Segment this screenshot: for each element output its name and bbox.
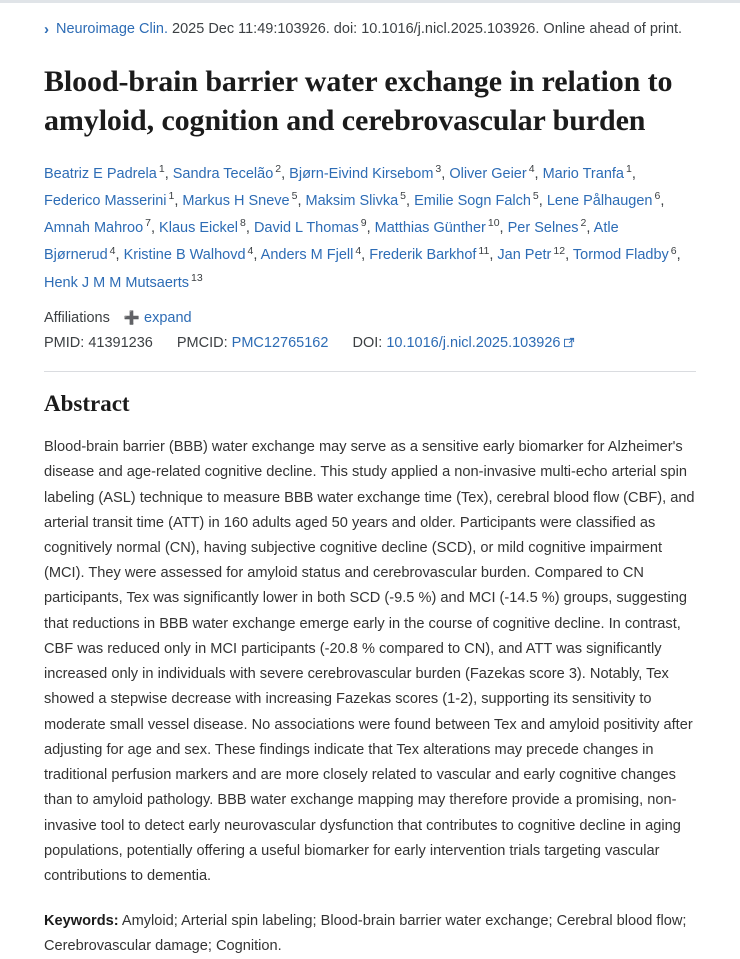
affiliations-row: [44, 310, 696, 326]
abstract-text: Blood-brain barrier (BBB) water exchange may serve as a sensitive early biomarker for Alzheimer's disease and age-related cognitive decline. This study applied a non-invasive multi-echo arterial spin labeling (ASL) technique to measure BBB water exchange time (Tex), cerebral blood flow (CBF), and arterial transit time (ATT) in 160 adults aged 50 years and older. Participants were classified as cognitively normal (CN), having subjective cognitive decline (SCD), or mild cognitive impairment (MCI). They were assessed for amyloid status and cerebrovascular burden. Compared to CN participants, Tex was significantly lower in both SCD (-9.5 %) and MCI (-14.5 %) groups, suggesting that reductions in BBB water exchange emerge early in the course of cognitive decline. In contrast, CBF was reduced only in MCI participants (-20.8 % compared to CN), and ATT was significantly increased only in individuals with severe cerebrovascular burden (Fazekas score 3). Notably, Tex showed a stepwise decrease with increasing Fazekas scores (1-2), supporting its sensitivity to moderate small vessel disease. No associations were found between Tex and amyloid positivity after adjusting for age and sex. These findings indicate that Tex alterations may precede changes in traditional perfusion markers and are more closely related to vascular and early cognitive changes than to amyloid pathology. BBB water exchange mapping may therefore provide a promising, non-invasive tool to detect early neurovascular dysfunction that contributes to cognitive decline in aging populations, potentially offering a useful biomarker for early intervention trials targeting vascular contributions to dementia.: [44, 439, 695, 885]
author-link[interactable]: Frederik Barkhof: [369, 247, 477, 264]
author-affiliation-marker: 4: [355, 244, 362, 257]
author-entry: [44, 271, 203, 291]
author-entry: Atle Bjørnerud $^4$,: [44, 220, 619, 264]
author-entry: Mario Tranfa $^1$,: [542, 163, 636, 182]
author-entry: Lene Pålhaugen $^6$,: [546, 190, 665, 210]
pmid-value: 41391236: [88, 335, 153, 352]
author-link[interactable]: Amnah Mahroo: [44, 220, 144, 237]
author-link[interactable]: Anders M Fjell: [260, 247, 354, 264]
author-affiliation-marker: 4: [528, 163, 535, 176]
author-entry: Beatriz E Padrela $^1$,: [44, 163, 173, 182]
author-affiliation-marker: 5: [291, 190, 298, 203]
author-affiliation-marker: 6: [670, 244, 677, 257]
author-link[interactable]: Klaus Eickel: [159, 220, 239, 237]
author-link[interactable]: Tormod Fladby: [572, 247, 669, 264]
author-entry: Sandra Tecelão $^2$,: [172, 163, 290, 182]
abstract-heading: Abstract: [44, 391, 130, 417]
author-affiliation-marker: 5: [532, 190, 539, 203]
author-entry: Klaus Eickel $^8$,: [159, 217, 254, 237]
doi-link[interactable]: 10.1016/j.nicl.2025.103926: [386, 335, 561, 352]
author-entry: Bjørn-Eivind Kirsebom $^3$,: [289, 163, 450, 182]
author-affiliation-marker: 9: [360, 217, 367, 230]
author-entry: Frederik Barkhof $^{11}$,: [369, 244, 498, 264]
author-affiliation-marker: 13: [191, 271, 203, 284]
journal-citation-details: 2025 Dec 11:49:103926. doi: 10.1016/j.nicl.2025.103926. Online ahead of print.: [172, 21, 683, 37]
author-affiliation-marker: 12: [553, 244, 566, 257]
author-link[interactable]: Henk J M M Mutsaerts: [44, 274, 190, 291]
author-affiliation-marker: 1: [626, 163, 632, 176]
keywords-row: [44, 909, 696, 959]
author-link[interactable]: Maksim Slivka: [305, 193, 399, 210]
author-affiliation-marker: 10: [487, 217, 500, 230]
journal-name-link[interactable]: Neuroimage Clin.: [56, 21, 169, 37]
author-link[interactable]: Per Selnes: [507, 220, 579, 237]
author-affiliation-marker: 3: [435, 163, 442, 176]
author-link[interactable]: Mario Tranfa: [542, 165, 624, 182]
author-link[interactable]: Sandra Tecelão: [172, 165, 274, 182]
author-link[interactable]: Kristine B Walhovd: [123, 247, 246, 264]
plus-icon: ➕: [123, 310, 141, 326]
keywords-label: Keywords:: [44, 913, 119, 930]
author-entry: Kristine B Walhovd $^4$,: [123, 244, 261, 264]
author-link[interactable]: Markus H Sneve: [182, 193, 290, 210]
pmcid-label: PMCID:: [176, 335, 228, 352]
author-affiliation-marker: 2: [275, 163, 282, 176]
page-title: Blood-brain barrier water exchange in relation to amyloid, cognition and cerebrovascular burden: [44, 65, 673, 138]
author-link[interactable]: Lene Pålhaugen: [546, 193, 653, 210]
chevron-right-icon[interactable]: ›: [44, 21, 49, 38]
author-link[interactable]: Federico Masserini: [44, 193, 167, 210]
expand-label: expand: [144, 310, 192, 327]
author-affiliation-marker: 5: [400, 190, 406, 203]
author-link[interactable]: Bjørn-Eivind Kirsebom: [289, 165, 434, 182]
author-entry: David L Thomas $^9$,: [253, 217, 375, 237]
pmid-label: PMID:: [44, 335, 85, 352]
author-entry: Oliver Geier $^4$,: [449, 163, 543, 182]
identifiers-row: [44, 335, 696, 351]
author-entry: Tormod Fladby $^6$,: [572, 244, 681, 264]
expand-affiliations-button[interactable]: [124, 310, 192, 326]
author-entry: Federico Masserini $^1$,: [44, 190, 183, 210]
author-entry: Amnah Mahroo $^7$,: [44, 217, 160, 237]
author-affiliation-marker: 4: [247, 244, 254, 257]
keywords-text: Amyloid; Arterial spin labeling; Blood-brain barrier water exchange; Cerebral blood flow; Cerebrovascular damage; Cognition.: [44, 913, 687, 955]
author-link[interactable]: Beatriz E Padrela: [44, 165, 157, 182]
author-affiliation-marker: 8: [240, 217, 246, 230]
author-link[interactable]: Oliver Geier: [449, 165, 527, 182]
author-affiliation-marker: 11: [478, 244, 490, 257]
author-list: [44, 160, 696, 296]
author-link[interactable]: Jan Petr: [497, 247, 552, 264]
author-entry: Maksim Slivka $^5$,: [305, 190, 415, 210]
author-link[interactable]: Atle Bjørnerud: [44, 220, 619, 264]
doi-label: DOI:: [352, 335, 383, 352]
section-divider: [44, 371, 696, 372]
author-affiliation-marker: 7: [145, 217, 151, 230]
author-entry: Per Selnes $^2$,: [507, 217, 594, 237]
external-link-icon[interactable]: [564, 337, 575, 348]
author-link[interactable]: Matthias Günther: [374, 220, 486, 237]
author-affiliation-marker: 1: [168, 190, 175, 203]
author-link[interactable]: David L Thomas: [253, 220, 359, 237]
author-link[interactable]: Emilie Sogn Falch: [414, 193, 531, 210]
author-entry: Markus H Sneve $^5$,: [182, 190, 306, 210]
author-entry: Jan Petr $^{12}$,: [497, 244, 573, 264]
journal-citation-line: [44, 3, 696, 40]
author-entry: Anders M Fjell $^4$,: [260, 244, 370, 264]
author-affiliation-marker: 2: [580, 217, 587, 230]
author-affiliation-marker: 6: [654, 190, 661, 203]
affiliations-label: Affiliations: [44, 310, 110, 327]
author-entry: Matthias Günther $^{10}$,: [374, 217, 508, 237]
author-entry: Emilie Sogn Falch $^5$,: [414, 190, 547, 210]
author-affiliation-marker: 4: [109, 244, 116, 257]
pmcid-link[interactable]: PMC12765162: [231, 335, 329, 352]
author-affiliation-marker: 1: [158, 163, 165, 176]
